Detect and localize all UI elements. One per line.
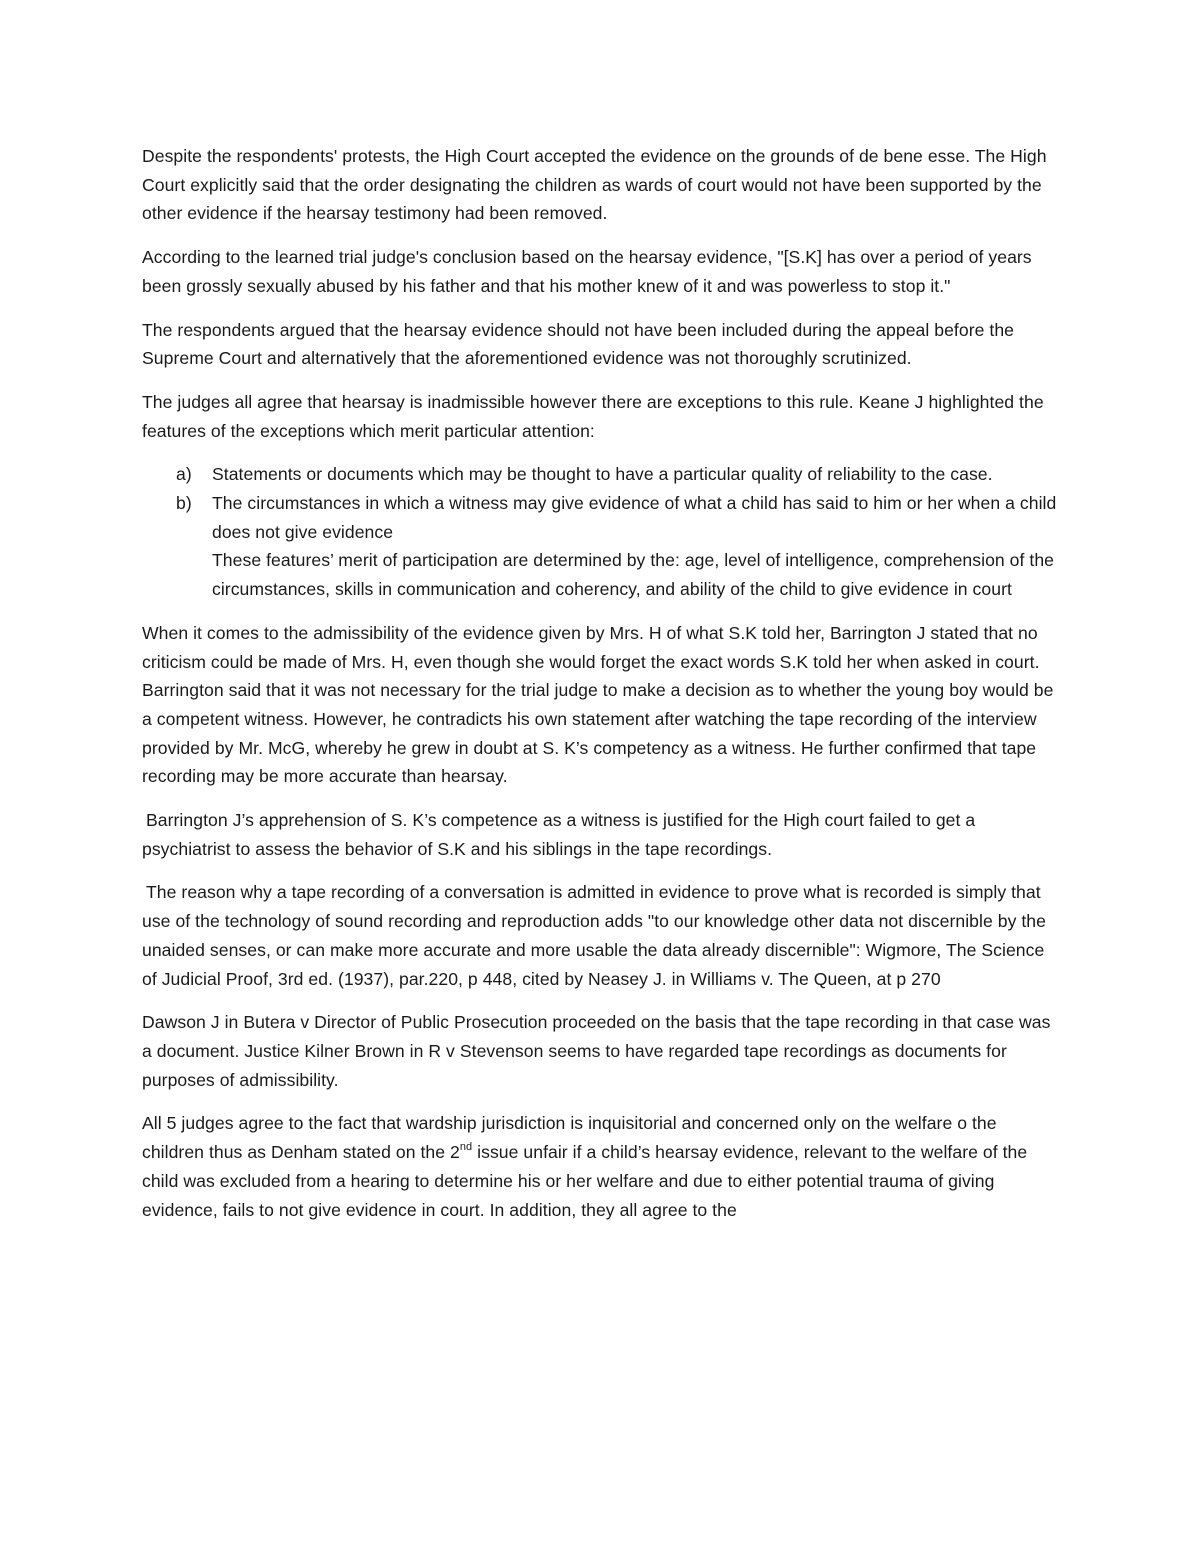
paragraph-tape-recording-reason: The reason why a tape recording of a conversation is admitted in evidence to prove what is recorded is simply that use of the technology of sound recording and reproduction adds "to our knowledge other data not discernible by the unaided senses, or can make more accurate and more usable the data already discernible": Wigmore, The Science of Judicial Proof, 3rd ed. (1937), par.220, p 448, cited by Neasey J. in Williams v. The Queen, at p 270	[142, 882, 1046, 989]
paragraph-de-bene-esse: Despite the respondents' protests, the High Court accepted the evidence on the grounds of de bene esse. The High Court explicitly said that the order designating the children as wards of court would not have been supported by the other evidence if the hearsay testimony had been removed.	[142, 146, 1047, 224]
paragraph-barrington-apprehension: Barrington J’s apprehension of S. K’s competence as a witness is justified for the High court failed to get a psychiatrist to assess the behavior of S.K and his siblings in the tape recordings.	[142, 810, 976, 859]
list-item	[142, 460, 1060, 489]
list-item-continuation: These features’ merit of participation are determined by the: age, level of intelligence, comprehension of the circumstances, skills in communication and coherency, and ability of the child to give evidence in court	[212, 550, 1055, 600]
paragraph-text-start: All 5 judges agree to the fact that wardship jurisdiction is inquisitorial and concerned only on the welfare o the children thus as Denham stated on the 2	[142, 1113, 997, 1163]
paragraph-dawson-butera: Dawson J in Butera v Director of Public Prosecution proceeded on the basis that the tape recording in that case was a document. Justice Kilner Brown in R v Stevenson seems to have regarded tape recordings as documents for purposes of admissibility.	[142, 1012, 1051, 1090]
paragraph-respondents-argument: The respondents argued that the hearsay evidence should not have been included during the appeal before the Supreme Court and alternatively that the aforementioned evidence was not thoroughly scrutinized.	[142, 319, 1014, 369]
list-item-text: The circumstances in which a witness may give evidence of what a child has said to him or her when a child does not give evidence	[212, 493, 1057, 542]
document-body	[142, 142, 1060, 1239]
list-item-text: Statements or documents which may be thought to have a particular quality of reliability to the case.	[212, 464, 993, 485]
ordinal-superscript: nd	[459, 1141, 473, 1154]
paragraph-text-end: issue unfair if a child’s hearsay evidence, relevant to the welfare of the child was excluded from a hearing to determine his or her welfare and due to either potential trauma of giving evidence, fails to not give evidence in court. In addition, they all agree to the	[142, 1142, 1028, 1220]
paragraph-wardship-jurisdiction	[142, 1109, 1060, 1224]
paragraph-admissibility-mrs-h: When it comes to the admissibility of the evidence given by Mrs. H of what S.K told her, Barrington J stated that no criticism could be made of Mrs. H, even though she would forget the exact words S.K told her when asked in court. Barrington said that it was not necessary for the trial judge to make a decision as to whether the young boy would be a competent witness. However, he contradicts his own statement after watching the tape recording of the interview provided by Mr. McG, whereby he grew in doubt at S. K’s competency as a witness. He further confirmed that tape recording may be more accurate than hearsay.	[142, 622, 1054, 787]
list-marker: b)	[176, 493, 192, 514]
paragraph-trial-judge-conclusion: According to the learned trial judge's conclusion based on the hearsay evidence, "[S.K] has over a period of years been grossly sexually abused by his father and that his mother knew of it and was powerless to stop it."	[142, 247, 1032, 296]
list-item	[142, 489, 1060, 604]
paragraph-hearsay-exceptions: The judges all agree that hearsay is inadmissible however there are exceptions to this rule. Keane J highlighted the features of the exceptions which merit particular attention:	[142, 391, 1044, 441]
list-marker: a)	[176, 464, 192, 485]
exceptions-list	[142, 460, 1060, 604]
